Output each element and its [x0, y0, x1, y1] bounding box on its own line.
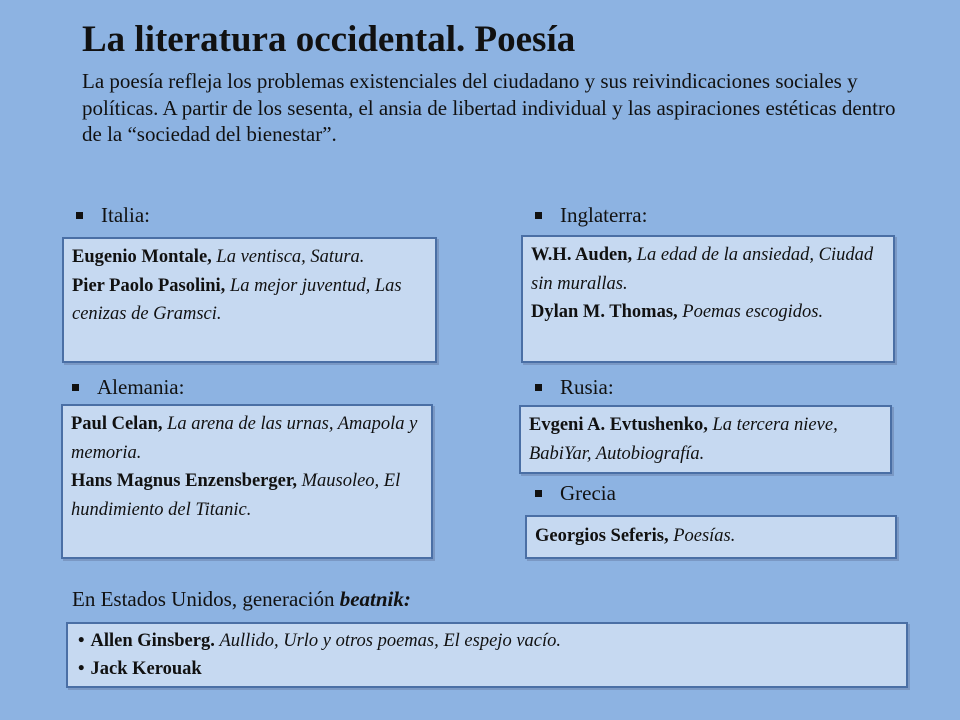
poet-works: La mejor juventud, Las cenizas de Gramsci.: [72, 275, 402, 324]
poet-name: Paul Celan,: [71, 414, 163, 434]
list-item: [78, 627, 896, 655]
bullet-dot-icon: •: [78, 659, 85, 679]
country-heading-inglaterra: [535, 202, 647, 228]
square-bullet-icon: [535, 212, 542, 219]
poet-entry: [535, 522, 887, 551]
usa-heading-emphasis: beatnik:: [339, 587, 411, 611]
poet-name: Jack Kerouak: [90, 659, 202, 679]
poet-works: Mausoleo, El hundimiento del Titanic.: [71, 471, 401, 520]
alemania-poets-box: [61, 404, 433, 559]
poet-works: Aullido, Urlo y otros poemas, El espejo vacío.: [219, 631, 562, 651]
country-label: Inglaterra:: [560, 203, 648, 227]
poet-entry: [529, 411, 882, 468]
country-label: Rusia:: [560, 375, 614, 399]
usa-poets-box: [66, 622, 908, 688]
poet-name: Eugenio Montale,: [72, 247, 212, 267]
country-label: Alemania:: [97, 375, 185, 399]
square-bullet-icon: [535, 490, 542, 497]
italia-poets-box: [62, 237, 437, 363]
bullet-dot-icon: •: [78, 631, 85, 651]
list-item: [78, 655, 896, 683]
grecia-poets-box: [525, 515, 897, 559]
country-heading-alemania: [72, 374, 184, 400]
poet-name: Allen Ginsberg.: [90, 631, 215, 651]
poet-entry: [72, 272, 427, 329]
square-bullet-icon: [72, 384, 79, 391]
country-heading-grecia: [535, 480, 616, 506]
usa-heading: [72, 585, 411, 613]
country-label: Grecia: [560, 481, 616, 505]
poet-entry: [71, 410, 423, 467]
country-heading-italia: [76, 202, 150, 228]
poet-name: Pier Paolo Pasolini,: [72, 275, 226, 296]
square-bullet-icon: [76, 212, 83, 219]
poet-name: W.H. Auden,: [531, 245, 633, 265]
poet-works: La arena de las urnas, Amapola y memoria.: [71, 414, 418, 463]
poet-name: Dylan M. Thomas,: [531, 302, 678, 322]
intro-paragraph: La poesía refleja los problemas existenciales del ciudadano y sus reivindicaciones sociales y políticas. A partir de los sesenta, el ansia de libertad individual y las aspiraciones estéticas dentro de la “sociedad del bienestar”.: [82, 69, 896, 146]
slide-title: La literatura occidental. Poesía: [82, 19, 576, 60]
poet-works: Poesías.: [673, 526, 736, 546]
poet-works: Poemas escogidos.: [682, 302, 824, 322]
inglaterra-poets-box: [521, 235, 895, 363]
poet-name: Evgeni A. Evtushenko,: [529, 415, 708, 435]
poet-name: Hans Magnus Enzensberger,: [71, 471, 297, 491]
square-bullet-icon: [535, 384, 542, 391]
country-label: Italia:: [101, 203, 150, 227]
poet-entry: [71, 467, 423, 524]
rusia-poets-box: [519, 405, 892, 474]
poet-entry: [531, 241, 885, 298]
usa-heading-text: En Estados Unidos, generación: [72, 587, 335, 611]
poet-works: La ventisca, Satura.: [216, 247, 365, 267]
poet-works: La edad de la ansiedad, Ciudad sin murallas.: [531, 245, 874, 294]
country-heading-rusia: [535, 374, 614, 400]
poet-name: Georgios Seferis,: [535, 526, 669, 546]
poet-entry: [72, 243, 427, 272]
poet-works: La tercera nieve, BabiYar, Autobiografía.: [529, 415, 838, 464]
poet-entry: [531, 298, 885, 327]
